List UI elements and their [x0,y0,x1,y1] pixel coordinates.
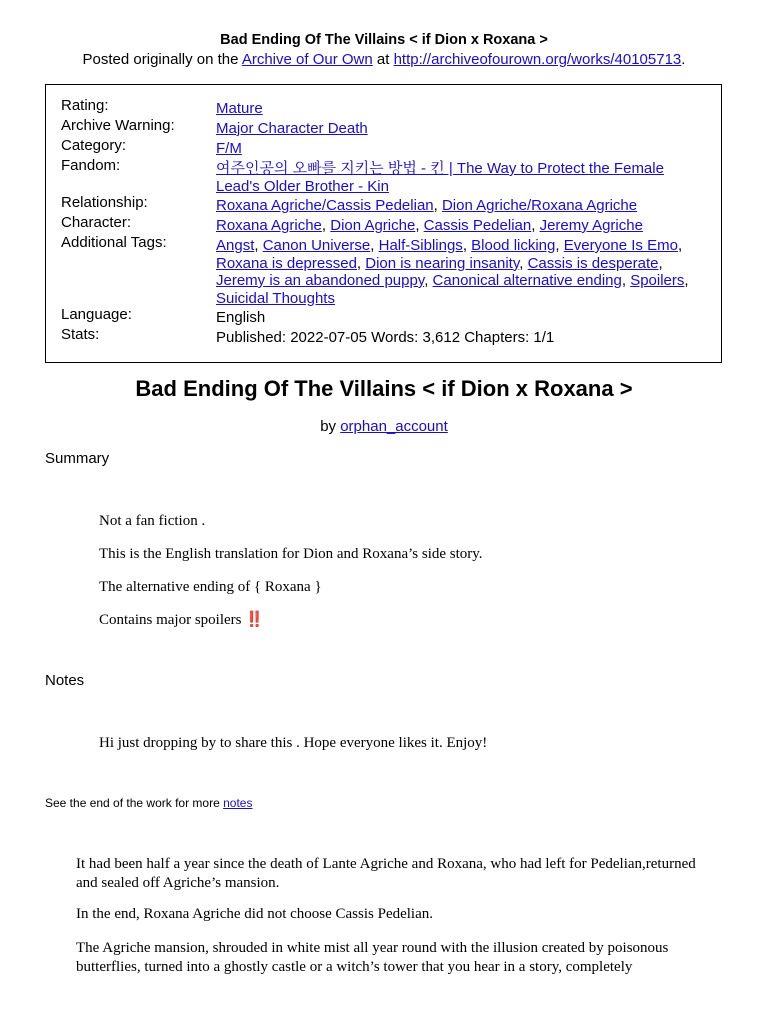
posted-prefix: Posted originally on the [82,51,239,68]
summary-heading: Summary [45,450,110,467]
header-title: Bad Ending Of The Villains < if Dion x Roxana > [220,32,548,48]
metadata-box [45,84,722,363]
tag-link[interactable]: Angst [216,237,255,254]
notes-heading: Notes [45,672,85,689]
by-text: by [320,418,337,435]
tag-link[interactable]: Jeremy Agriche [539,217,643,234]
stats-value: Published: 2022-07-05 Words: 3,612 Chapters: 1/1 [216,329,555,346]
tag-link[interactable]: Half-Siblings [378,237,463,254]
author-link[interactable]: orphan_account [340,418,448,435]
tag-link[interactable]: Dion is nearing insanity [365,254,520,272]
fandom-link[interactable]: 여주인공의 오빠를 지키는 방법 - 킨 | The Way to Protect the Female Lead's Older Brother - Kin [216,160,664,195]
period: . [681,51,686,68]
tag-link[interactable]: Roxana is depressed [216,254,357,272]
tag-link[interactable]: Canonical alternative ending [432,272,622,289]
summary-paragraph: This is the English translation for Dion and Roxana’s side story. [99,546,483,562]
character-label: Character: [61,214,132,231]
relationship-list: Roxana Agriche/Cassis Pedelian, Dion Agriche/Roxana Agriche [216,197,638,214]
end-notes-link[interactable]: notes [223,796,253,810]
story-paragraph: The Agriche mansion, shrouded in white mist all year round with the illusion created by poisonous butterflies, turned into a ghostly castle or a witch’s tower that you hear in a story, completely [76,940,669,975]
relationship-label: Relationship: [61,194,148,211]
notes-paragraph: Hi just dropping by to share this . Hope everyone likes it. Enjoy! [99,735,488,751]
tag-link[interactable]: Roxana Agriche [216,217,322,234]
language-label: Language: [61,306,132,323]
tag-link[interactable]: Blood licking [471,237,556,254]
end-notes-prefix: See the end of the work for more [45,796,220,810]
fandom-label: Fandom: [61,157,121,174]
category-link[interactable]: F/M [216,140,242,157]
summary-paragraph: The alternative ending of { Roxana } [99,579,322,595]
archive-link[interactable]: Archive of Our Own [241,51,373,68]
tag-link[interactable]: Everyone Is Emo [563,237,678,254]
tag-link[interactable]: Dion Agriche/Roxana Agriche [441,197,638,214]
tag-link[interactable]: Jeremy is an abandoned puppy [216,272,425,289]
byline [0,418,768,435]
end-notes-line [45,796,252,810]
posted-line [0,50,768,69]
summary-paragraph: Contains major spoilers ‼️ [99,612,264,628]
rating-label: Rating: [61,97,109,114]
tag-link[interactable]: Canon Universe [262,237,371,254]
character-list: Roxana Agriche, Dion Agriche, Cassis Pedelian, Jeremy Agriche [216,217,643,234]
rating-link[interactable]: Mature [216,100,263,117]
tag-link[interactable]: Cassis Pedelian [423,217,532,234]
work-title: Bad Ending Of The Villains < if Dion x Roxana > [135,376,633,401]
tag-link[interactable]: Spoilers [630,272,685,289]
tag-link[interactable]: Roxana Agriche/Cassis Pedelian [216,197,434,214]
work-url-link[interactable]: http://archiveofourown.org/works/40105713 [393,51,682,68]
warning-label: Archive Warning: [61,117,175,134]
tag-link[interactable]: Dion Agriche [330,217,416,234]
tags-list: Angst, Canon Universe, Half-Siblings, Blood licking, Everyone Is Emo, Roxana is depressed, Dion is nearing insanity, Cassis is desperate, Jeremy is an abandoned puppy, Canonical alternative ending, Spoilers, Suicidal Thoughts [216,237,689,307]
tag-link[interactable]: Suicidal Thoughts [216,289,335,307]
document-header [0,31,768,69]
tag-link[interactable]: Cassis is desperate [527,254,659,272]
tags-label: Additional Tags: [61,234,167,251]
summary-paragraph: Not a fan fiction . [99,513,206,529]
at-text: at [376,51,390,68]
language-value: English [216,309,266,326]
stats-label: Stats: [61,326,100,343]
category-label: Category: [61,137,127,154]
warning-link[interactable]: Major Character Death [216,120,368,137]
story-paragraph: In the end, Roxana Agriche did not choose Cassis Pedelian. [76,906,434,922]
story-paragraph: It had been half a year since the death of Lante Agriche and Roxana, who had left for Pedelian,returned and sealed off Agriche’s mansion. [76,856,696,891]
